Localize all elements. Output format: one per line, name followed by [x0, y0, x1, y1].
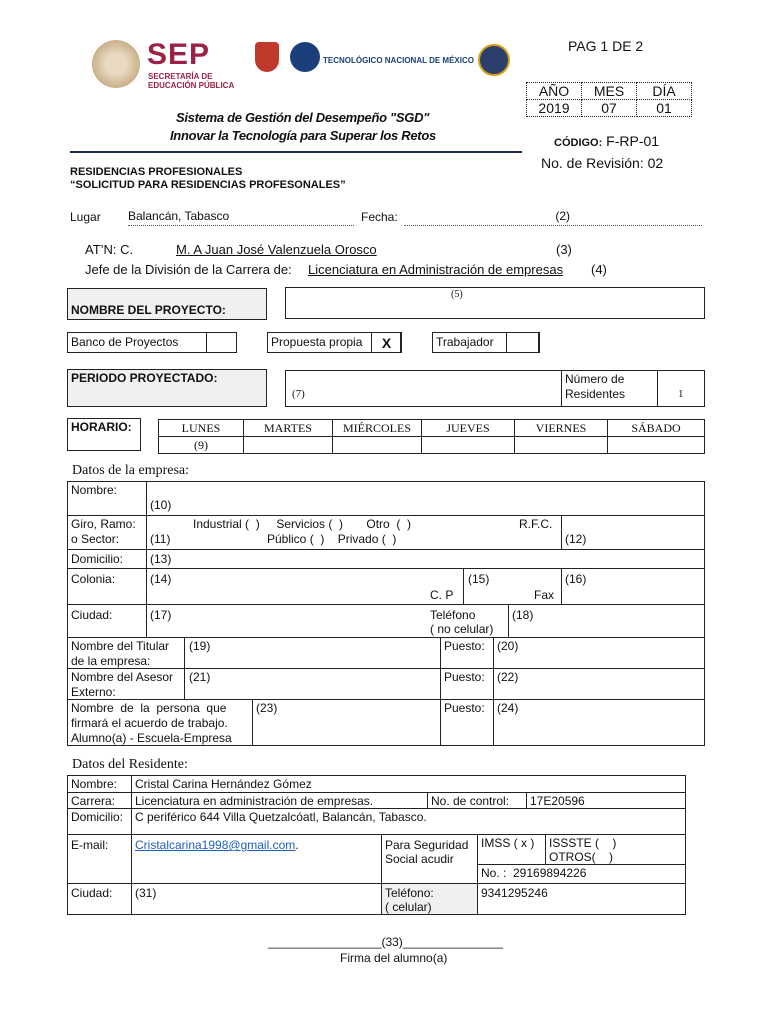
res-email-link[interactable]: Cristalcarina1998@gmail.com	[135, 838, 296, 852]
res-domicilio-value[interactable]: C periférico 644 Villa Quetzalcóatl, Balancán, Tabasco.	[135, 810, 427, 824]
sep-seal	[92, 40, 140, 88]
periodo-label-box	[67, 369, 267, 407]
tecnm-gear-icon	[290, 42, 320, 72]
asesor-label-1: Nombre del Asesor	[71, 670, 174, 684]
horario-label: HORARIO:	[71, 420, 132, 434]
asesor-value[interactable]: (21)	[189, 670, 211, 684]
empresa-section-title: Datos de la empresa:	[72, 463, 190, 478]
residente-nombre-row	[67, 775, 686, 793]
proyecto-value: (5)	[451, 289, 463, 300]
date-year: 2019	[527, 100, 582, 117]
titular-label-2: de la empresa:	[71, 654, 151, 668]
atn-value: M. A Juan José Valenzuela Orosco	[176, 242, 377, 257]
residentes-label-1: Número de	[565, 372, 625, 386]
horario-value[interactable]: (9)	[159, 437, 244, 454]
day-martes: MARTES	[244, 420, 333, 437]
empresa-nombre-value[interactable]: (10)	[150, 498, 172, 512]
firma-label-2: firmará el acuerdo de trabajo.	[71, 716, 228, 730]
horario-viernes[interactable]	[515, 437, 608, 454]
ciudad-label: Ciudad:	[71, 608, 113, 622]
res-issste[interactable]: ISSSTE ( )	[549, 836, 617, 850]
residente-carrera-row	[67, 792, 686, 809]
trabajador-label: Trabajador	[436, 335, 494, 349]
proyecto-field[interactable]	[285, 287, 705, 319]
rfc-label: R.F.C.	[519, 517, 553, 531]
giro-label-2: o Sector:	[71, 532, 120, 546]
residentes-label-2: Residentes	[565, 387, 626, 401]
giro-options-2[interactable]: Público ( ) Privado ( )	[267, 532, 397, 546]
res-seguridad-label-1: Para Seguridad	[385, 838, 469, 852]
cp-value[interactable]: (15)	[468, 572, 490, 586]
banco-label: Banco de Proyectos	[71, 335, 179, 349]
empresa-colonia-row	[67, 568, 705, 605]
sep-sub1: SECRETARÍA DE	[148, 72, 213, 81]
empresa-firma-row	[67, 699, 705, 746]
giro-num: (11)	[150, 532, 171, 546]
titular-label-1: Nombre del Titular	[71, 639, 170, 653]
propuesta-checkbox[interactable]: X	[371, 332, 402, 353]
res-control-value[interactable]: 17E20596	[530, 794, 585, 808]
horario-sabado[interactable]	[608, 437, 705, 454]
titular-value[interactable]: (19)	[189, 639, 211, 653]
giro-label-1: Giro, Ramo:	[71, 517, 136, 531]
res-nombre-value[interactable]: Cristal Carina Hernández Gómez	[135, 777, 312, 791]
res-telefono-value[interactable]: 9341295246	[481, 886, 548, 900]
residente-section-title: Datos del Residente:	[72, 757, 188, 772]
jefe-label: Jefe de la División de la Carrera de:	[85, 262, 292, 277]
trabajador-checkbox[interactable]	[506, 332, 540, 353]
date-day: 01	[637, 100, 692, 117]
lugar-label: Lugar	[70, 210, 101, 224]
fecha-field[interactable]	[404, 209, 702, 226]
res-carrera-label: Carrera:	[71, 794, 116, 808]
res-control-label: No. de control:	[431, 794, 510, 808]
asesor-label-2: Externo:	[71, 685, 116, 699]
periodo-field[interactable]	[285, 370, 705, 407]
res-telefono-label-1: Teléfono:	[385, 886, 434, 900]
day-jueves: JUEVES	[422, 420, 515, 437]
titular-puesto-label: Puesto:	[444, 639, 485, 653]
res-seguridad-label-2: Social acudir	[385, 852, 454, 866]
state-shield-icon	[255, 42, 279, 72]
colonia-value[interactable]: (14)	[150, 572, 172, 586]
day-lunes: LUNES	[159, 420, 244, 437]
empresa-giro-row	[67, 515, 705, 550]
res-email-field	[135, 838, 299, 852]
banco-option	[67, 332, 237, 353]
atn-num: (3)	[556, 242, 572, 257]
giro-options-1[interactable]: Industrial ( ) Servicios ( ) Otro ( )	[193, 517, 412, 531]
periodo-value: (7)	[292, 388, 305, 400]
tecnm-logo-text: TECNOLÓGICO NACIONAL DE MÉXICO	[323, 56, 474, 65]
form-title-1: RESIDENCIAS PROFESIONALES	[70, 166, 243, 178]
proyecto-label-box	[67, 288, 267, 320]
res-carrera-value[interactable]: Licenciatura en administración de empresas.	[135, 794, 374, 808]
res-ciudad-value[interactable]: (31)	[135, 886, 157, 900]
telefono-label-2: ( no celular)	[430, 622, 494, 636]
residente-ciudad-row	[67, 883, 686, 915]
res-seguro-numero[interactable]: No. : 29169894226	[481, 866, 587, 880]
firma-label-1: Nombre de la persona que	[71, 701, 227, 715]
day-viernes: VIERNES	[515, 420, 608, 437]
res-email-suffix: .	[295, 838, 299, 852]
banco-checkbox[interactable]	[206, 332, 237, 353]
firma-puesto-label: Puesto:	[444, 701, 485, 715]
empresa-nombre-label: Nombre:	[71, 483, 118, 497]
institute-logo	[478, 44, 510, 76]
page-number: PAG 1 DE 2	[568, 38, 644, 54]
fecha-label: Fecha:	[361, 210, 398, 224]
lugar-value: Balancán, Tabasco	[128, 209, 230, 223]
header-rule	[70, 151, 522, 153]
firma-puesto-value[interactable]: (24)	[497, 701, 519, 715]
res-imss[interactable]: IMSS ( x )	[481, 836, 535, 850]
periodo-label: PERIODO PROYECTADO:	[71, 371, 218, 385]
firma-value[interactable]: (23)	[256, 701, 278, 715]
residente-email-row	[67, 834, 686, 884]
empresa-asesor-row	[67, 668, 705, 700]
trabajador-option	[432, 332, 539, 353]
horario-label-box	[67, 418, 141, 451]
res-domicilio-label: Domicilio:	[71, 810, 124, 824]
fax-label: Fax	[534, 588, 555, 602]
jefe-num: (4)	[591, 262, 607, 277]
res-telefono-label-box	[382, 884, 477, 914]
jefe-value: Licenciatura en Administración de empresas	[308, 262, 564, 277]
empresa-titular-row	[67, 637, 705, 669]
rfc-value[interactable]: (12)	[565, 532, 587, 546]
form-title-2: “SOLICITUD PARA RESIDENCIAS PROFESONALES”	[70, 179, 346, 191]
revision: No. de Revisión: 02	[541, 155, 664, 171]
titular-puesto-value[interactable]: (20)	[497, 639, 519, 653]
day-miercoles: MIÉRCOLES	[333, 420, 422, 437]
horario-jueves[interactable]	[422, 437, 515, 454]
domicilio-label: Domicilio:	[71, 552, 124, 566]
horario-martes[interactable]	[244, 437, 333, 454]
date-table	[526, 82, 692, 117]
colonia-label: Colonia:	[71, 572, 116, 586]
lugar-field[interactable]	[128, 209, 354, 226]
residente-domicilio-row	[67, 808, 686, 835]
fecha-value: (2)	[555, 209, 570, 223]
code-label: CÓDIGO:	[554, 137, 603, 149]
asesor-puesto-label: Puesto:	[444, 670, 485, 684]
asesor-puesto-value[interactable]: (22)	[497, 670, 519, 684]
res-otros[interactable]: OTROS( )	[549, 850, 613, 864]
cp-label: C. P	[430, 588, 454, 602]
signature-label: Firma del alumno(a)	[340, 951, 448, 965]
date-month: 07	[582, 100, 637, 117]
res-email-label: E-mail:	[71, 838, 109, 852]
empresa-nombre-row	[67, 481, 705, 516]
system-title: Sistema de Gestión del Desempeño "SGD"	[176, 110, 430, 125]
date-header-month: MES	[582, 83, 637, 100]
fax-value[interactable]: (16)	[565, 572, 587, 586]
sep-sub2: EDUCACIÓN PÚBLICA	[148, 81, 235, 90]
empresa-ciudad-row	[67, 604, 705, 638]
proyecto-label: NOMBRE DEL PROYECTO:	[71, 303, 226, 317]
date-header-day: DÍA	[637, 83, 692, 100]
code-value: F-RP-01	[606, 133, 660, 149]
telefono-value[interactable]: (18)	[512, 608, 534, 622]
day-sabado: SÁBADO	[608, 420, 705, 437]
ciudad-value[interactable]: (17)	[150, 608, 172, 622]
code-line	[554, 133, 659, 149]
horario-table	[158, 419, 705, 454]
domicilio-value[interactable]: (13)	[150, 552, 172, 566]
system-motto: Innovar la Tecnología para Superar los Retos	[170, 128, 436, 143]
res-telefono-label-2: ( celular)	[385, 900, 432, 914]
propuesta-option	[267, 332, 401, 353]
sep-logo: SEP	[147, 38, 211, 71]
signature-line[interactable]: _________________(33)_______________	[268, 935, 503, 949]
res-nombre-label: Nombre:	[71, 777, 118, 791]
res-ciudad-label: Ciudad:	[71, 886, 113, 900]
horario-miercoles[interactable]	[333, 437, 422, 454]
empresa-domicilio-row	[67, 549, 705, 569]
propuesta-label: Propuesta propia	[271, 335, 363, 349]
telefono-label-1: Teléfono	[430, 608, 476, 622]
atn-label: AT’N: C.	[85, 242, 134, 257]
residentes-value: 1	[678, 388, 684, 400]
date-header-year: AÑO	[527, 83, 582, 100]
firma-label-3: Alumno(a) - Escuela-Empresa	[71, 731, 232, 745]
